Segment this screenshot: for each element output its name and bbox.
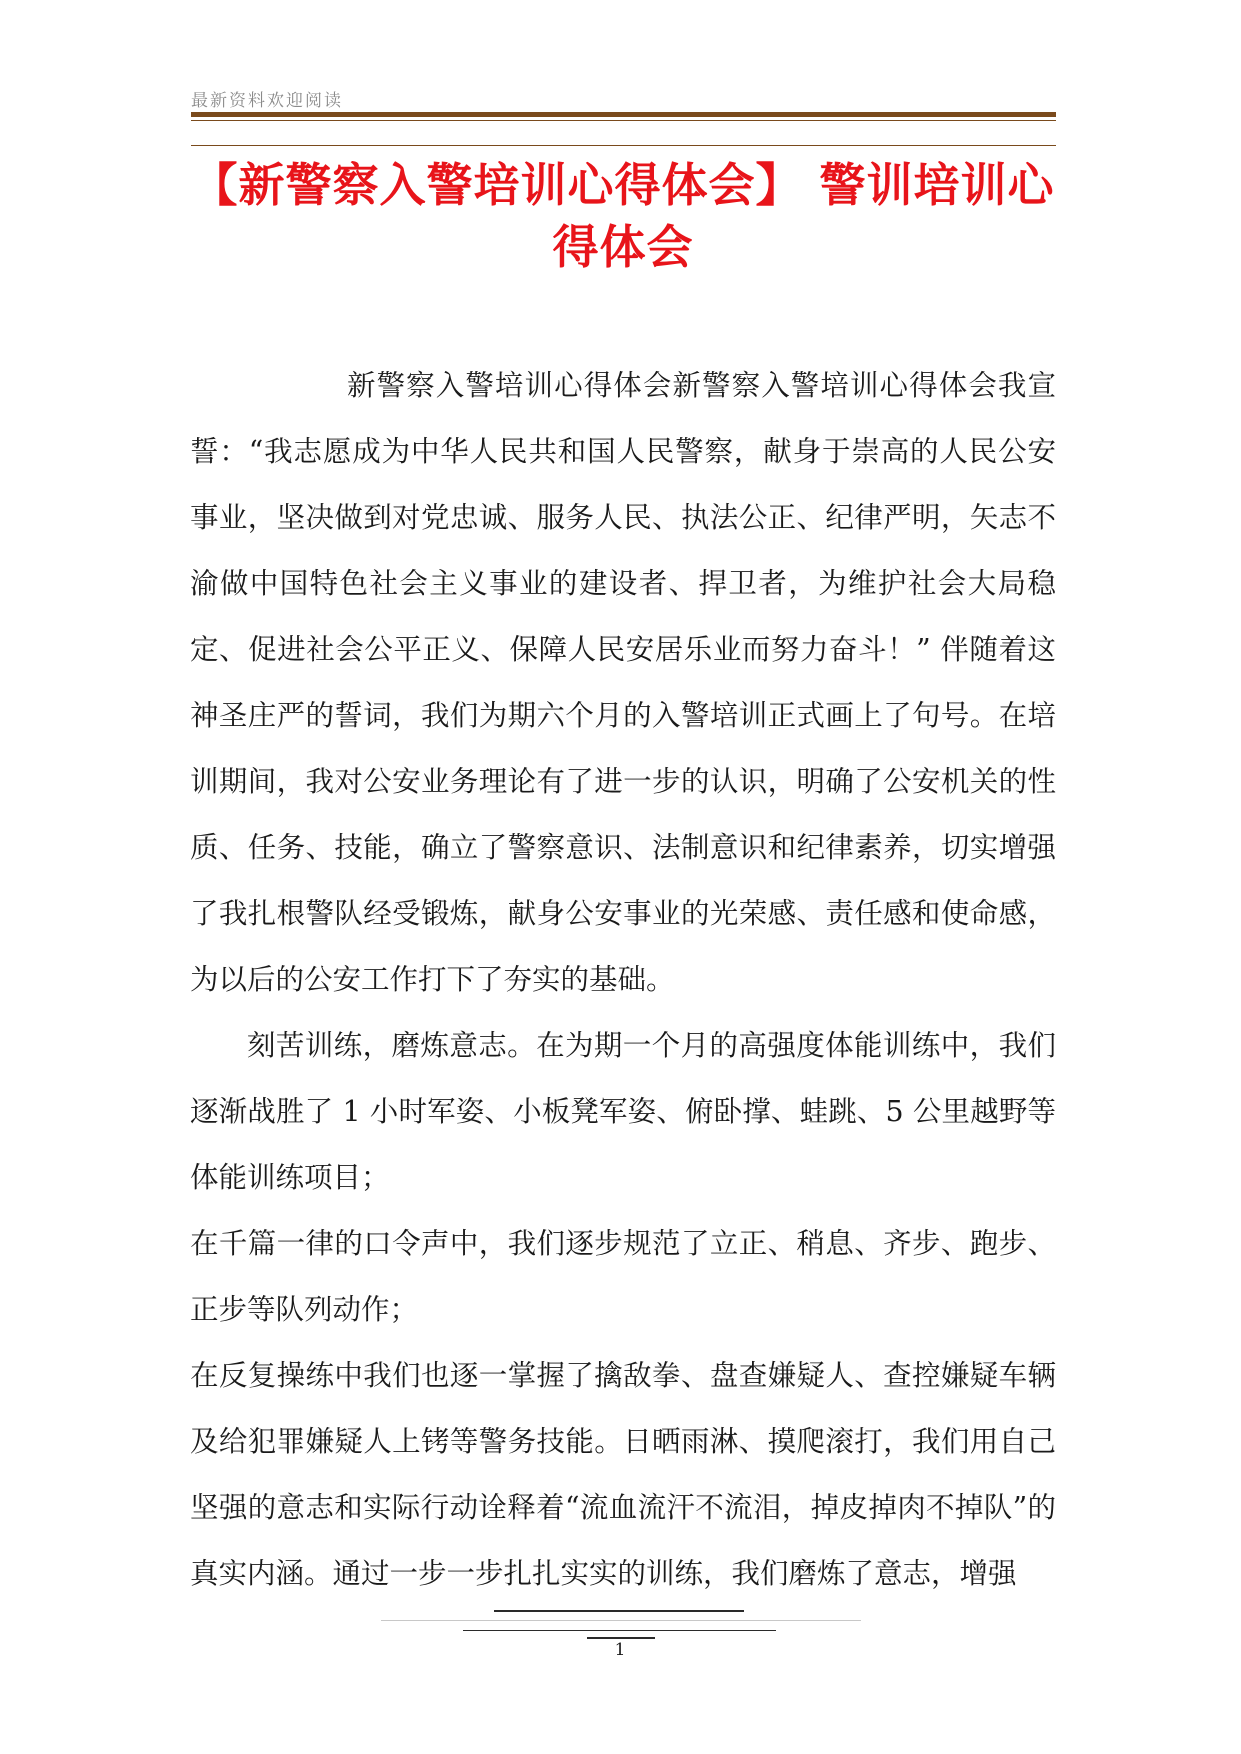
footer-rule [587, 1637, 655, 1639]
footer-rule [494, 1610, 744, 1612]
title-top-rule [191, 145, 1056, 146]
header-rule-thin [191, 120, 1056, 121]
footer-rule [381, 1620, 861, 1621]
document-body [190, 353, 1056, 1607]
running-header: 最新资料欢迎阅读 [191, 91, 343, 111]
document-title: 【新警察入警培训心得体会】 警训培训心得体会 [191, 158, 1055, 274]
paragraph-training: 刻苦训练，磨炼意志。在为期一个月的高强度体能训练中，我们逐渐战胜了 1 小时军姿、小板凳军姿、俯卧撑、蛙跳、5 公里越野等体能训练项目； [190, 1029, 1056, 1194]
paragraph-intro: 新警察入警培训心得体会新警察入警培训心得体会我宣誓：“我志愿成为中华人民共和国人民警察，献身于崇高的人民公安事业，坚决做到对党忠诚、服务人民、执法公正、纪律严明，矢志不渝做中国特色社会主义事业的建设者、捍卫者，为维护社会大局稳定、促进社会公平正义、保障人民安居乐业而努力奋斗！” 伴随着这神圣庄严的誓词，我们为期六个月的入警培训正式画上了句号。在培训期间，我对公安业务理论有了进一步的认识，明确了公安机关的性质、任务、技能，确立了警察意识、法制意识和纪律素养，切实增强了我扎根警队经受锻炼，献身公安事业的光荣感、责任感和使命感，为以后的公安工作打下了夯实的基础。 [190, 369, 1056, 996]
paragraph-drill: 在千篇一律的口令声中，我们逐步规范了立正、稍息、齐步、跑步、正步等队列动作； [190, 1227, 1056, 1326]
paragraph-skills: 在反复操练中我们也逐一掌握了擒敌拳、盘查嫌疑人、查控嫌疑车辆及给犯罪嫌疑人上铐等警务技能。日晒雨淋、摸爬滚打，我们用自己坚强的意志和实际行动诠释着“流血流汗不流泪，掉皮掉肉不掉队”的真实内涵。通过一步一步扎扎实实的训练，我们磨炼了意志，增强 [190, 1359, 1056, 1590]
footer-rule [463, 1630, 776, 1631]
page-number: 1 [614, 1640, 626, 1660]
header-rule-thick [191, 112, 1056, 117]
